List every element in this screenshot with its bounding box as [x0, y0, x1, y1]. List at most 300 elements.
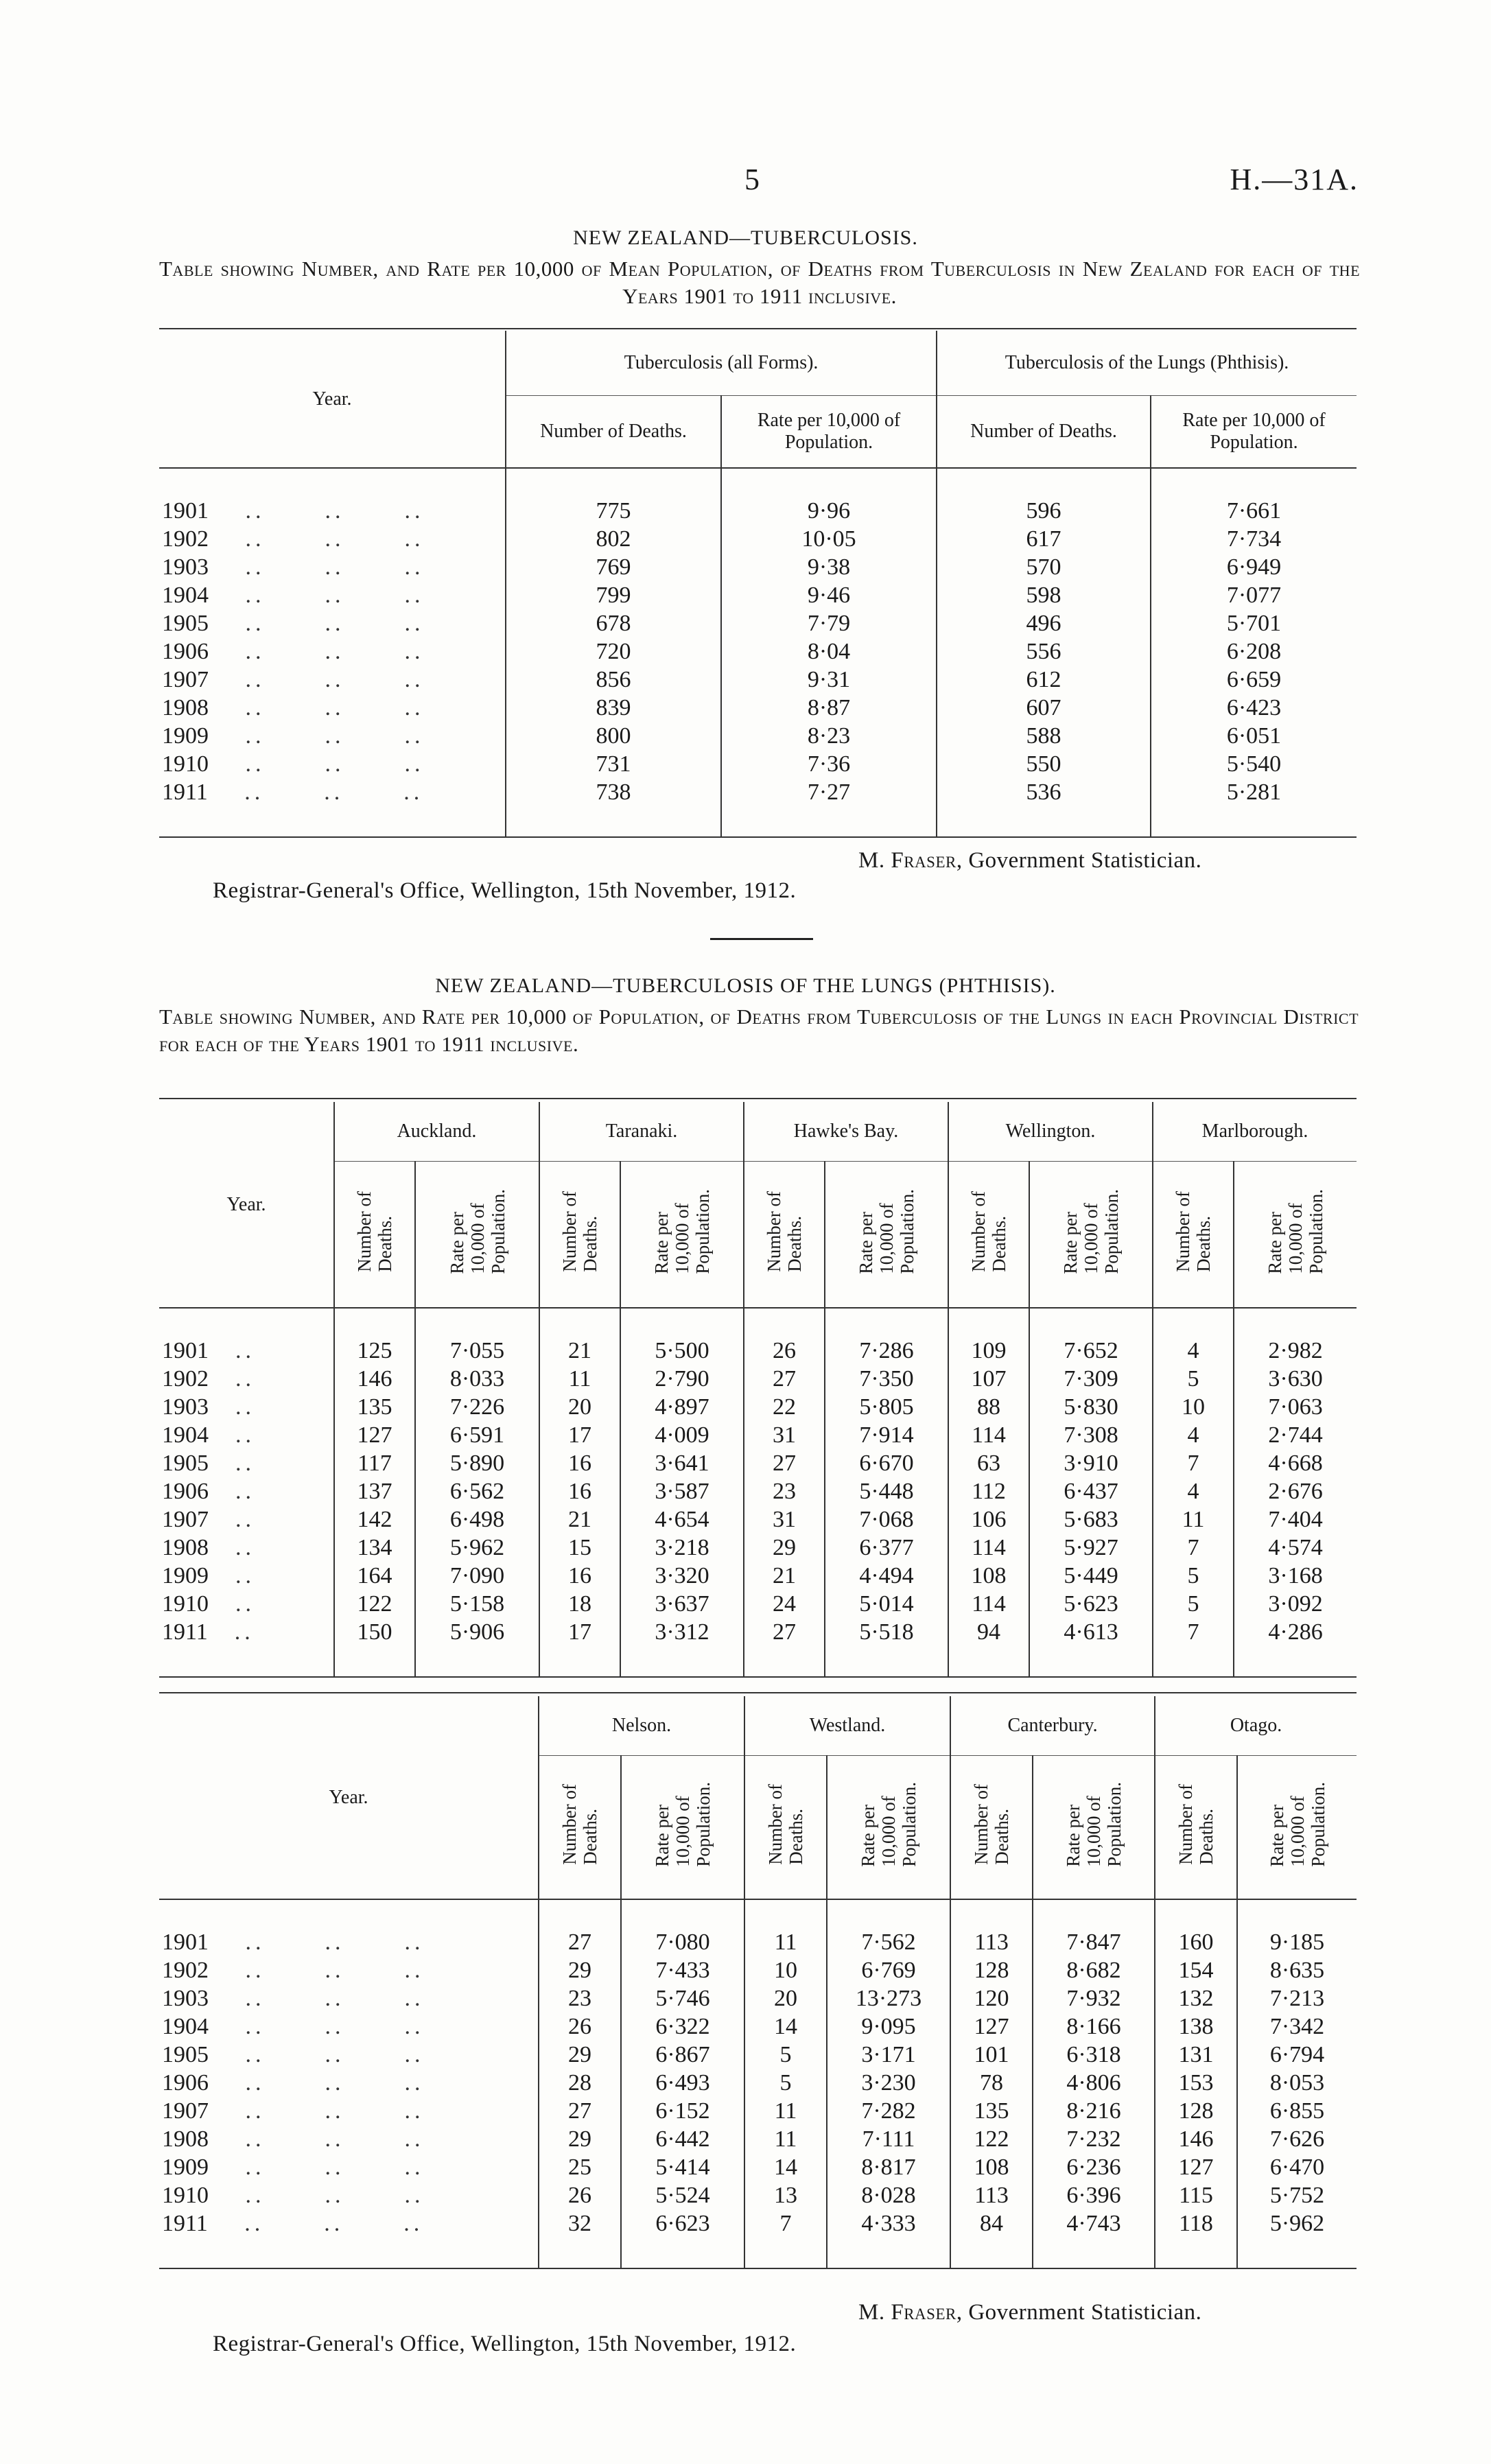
leader-dots: .. .. ..	[215, 526, 425, 552]
rate-cell: 2·982	[1234, 1337, 1357, 1365]
table3-phthisis-districts-b	[159, 1696, 1357, 2271]
deaths-cell: 128	[1155, 2097, 1237, 2125]
year-cell: 1910 .. .. ..	[162, 751, 425, 777]
rate-cell: 6·377	[825, 1534, 948, 1562]
deaths-all-cell: 775	[506, 497, 721, 525]
rate-cell: 4·654	[620, 1505, 744, 1534]
deaths-cell: 14	[744, 2153, 827, 2181]
district-header: Westland.	[744, 1696, 950, 1755]
rate-cell: 8·817	[827, 2153, 950, 2181]
table-row	[159, 1984, 1357, 2013]
deaths-lungs-cell: 496	[937, 609, 1151, 637]
leader-dots: .. .. ..	[215, 611, 425, 636]
leader-dots: ..	[215, 1563, 255, 1588]
year-cell: 1910 .. .. ..	[162, 2183, 425, 2208]
leader-dots: .. .. ..	[215, 1929, 425, 1955]
table-row	[159, 666, 1357, 694]
group-header-all-forms: Tuberculosis (all Forms).	[506, 331, 937, 395]
rate-lungs-cell: 5·701	[1151, 609, 1357, 637]
year-cell: 1907 .. .. ..	[162, 667, 425, 692]
deaths-cell: 5	[1153, 1590, 1234, 1618]
deaths-all-cell: 799	[506, 581, 721, 609]
leader-dots: .. .. ..	[215, 695, 425, 720]
rate-cell: 6·867	[621, 2041, 744, 2069]
col-header-rate: Rate per 10,000 of Population.	[621, 1755, 744, 1899]
deaths-cell: 7	[744, 2209, 827, 2238]
deaths-cell: 7	[1153, 1534, 1234, 1562]
deaths-cell: 164	[334, 1562, 415, 1590]
deaths-cell: 114	[948, 1421, 1029, 1449]
year-cell: 1906 ..	[162, 1479, 255, 1504]
rate-cell: 7·404	[1234, 1505, 1357, 1534]
table-row	[159, 609, 1357, 637]
table-row	[159, 1477, 1357, 1505]
rate-cell: 6·670	[825, 1449, 948, 1477]
rate-all-cell: 7·27	[721, 778, 937, 806]
table-row	[159, 525, 1357, 553]
page-header	[0, 162, 1491, 203]
rate-cell: 7·080	[621, 1928, 744, 1956]
rate-lungs-cell: 7·077	[1151, 581, 1357, 609]
table-row	[159, 722, 1357, 750]
rate-lungs-cell: 6·051	[1151, 722, 1357, 750]
table-row	[159, 1421, 1357, 1449]
district-header: Wellington.	[948, 1102, 1153, 1161]
rate-lungs-cell: 7·734	[1151, 525, 1357, 553]
deaths-cell: 117	[334, 1449, 415, 1477]
rate-cell: 3·092	[1234, 1590, 1357, 1618]
deaths-cell: 10	[1153, 1393, 1234, 1421]
year-cell: 1906 .. .. ..	[162, 639, 425, 664]
col-header-rate: Rate per 10,000 of Population.	[415, 1161, 539, 1308]
deaths-cell: 113	[950, 1928, 1033, 1956]
rate-cell: 6·794	[1237, 2041, 1357, 2069]
year-cell: 1908 .. .. ..	[162, 2126, 425, 2152]
table-row	[159, 2125, 1357, 2153]
leader-dots: .. .. ..	[215, 2155, 425, 2180]
deaths-lungs-cell: 588	[937, 722, 1151, 750]
deaths-cell: 20	[744, 1984, 827, 2013]
deaths-cell: 122	[334, 1590, 415, 1618]
rate-lungs-cell: 6·949	[1151, 553, 1357, 581]
col-header-deaths: Number of Deaths.	[506, 395, 721, 468]
table-row	[159, 694, 1357, 722]
deaths-cell: 120	[950, 1984, 1033, 2013]
col-header-deaths: Number of Deaths.	[539, 1161, 620, 1308]
rate-cell: 5·623	[1029, 1590, 1153, 1618]
rate-cell: 4·494	[825, 1562, 948, 1590]
section-divider	[710, 938, 813, 940]
deaths-cell: 31	[744, 1421, 825, 1449]
deaths-cell: 146	[334, 1365, 415, 1393]
table3-office: Registrar-General's Office, Wellington, 15th November, 1912.	[213, 2332, 797, 2356]
rate-cell: 5·518	[825, 1618, 948, 1646]
deaths-cell: 21	[539, 1505, 620, 1534]
deaths-lungs-cell: 612	[937, 666, 1151, 694]
year-cell: 1911 ..	[162, 1619, 255, 1645]
table1-office: Registrar-General's Office, Wellington, 15th November, 1912.	[213, 878, 797, 903]
rate-cell: 7·213	[1237, 1984, 1357, 2013]
deaths-cell: 14	[744, 2013, 827, 2041]
leader-dots: .. .. ..	[215, 2098, 425, 2124]
leader-dots: .. .. ..	[215, 1986, 425, 2011]
col-header-rate: Rate per 10,000 of Population.	[721, 395, 937, 468]
page-number: 5	[744, 163, 760, 196]
deaths-cell: 154	[1155, 1956, 1237, 1984]
deaths-cell: 17	[539, 1618, 620, 1646]
table-row	[159, 1618, 1357, 1646]
year-cell: 1903 .. .. ..	[162, 1986, 425, 2011]
col-header-deaths: Number of Deaths.	[539, 1755, 621, 1899]
district-header: Hawke's Bay.	[744, 1102, 948, 1161]
rate-cell: 7·063	[1234, 1393, 1357, 1421]
deaths-cell: 88	[948, 1393, 1029, 1421]
district-header: Otago.	[1155, 1696, 1357, 1755]
leader-dots: ..	[215, 1394, 255, 1420]
deaths-cell: 29	[744, 1534, 825, 1562]
col-header-rate: Rate per 10,000 of Population.	[1237, 1755, 1357, 1899]
year-cell: 1908 .. .. ..	[162, 695, 425, 720]
table-row	[159, 2013, 1357, 2041]
year-cell: 1905 .. .. ..	[162, 2042, 425, 2067]
deaths-cell: 24	[744, 1590, 825, 1618]
table-row	[159, 2153, 1357, 2181]
deaths-cell: 26	[539, 2181, 621, 2209]
rate-cell: 4·743	[1033, 2209, 1155, 2238]
col-header-deaths: Number of Deaths.	[1153, 1161, 1234, 1308]
rate-lungs-cell: 5·540	[1151, 750, 1357, 778]
rate-cell: 2·744	[1234, 1421, 1357, 1449]
deaths-cell: 112	[948, 1477, 1029, 1505]
deaths-cell: 135	[950, 2097, 1033, 2125]
rate-cell: 13·273	[827, 1984, 950, 2013]
col-header-rate: Rate per 10,000 of Population.	[1151, 395, 1357, 468]
deaths-cell: 27	[744, 1449, 825, 1477]
deaths-cell: 4	[1153, 1337, 1234, 1365]
year-cell: 1904 ..	[162, 1422, 255, 1448]
rate-cell: 5·683	[1029, 1505, 1153, 1534]
deaths-cell: 134	[334, 1534, 415, 1562]
year-cell: 1901 ..	[162, 1338, 255, 1363]
deaths-cell: 27	[744, 1618, 825, 1646]
deaths-cell: 22	[744, 1393, 825, 1421]
leader-dots: ..	[215, 1479, 255, 1504]
table-row	[159, 1449, 1357, 1477]
rate-cell: 7·232	[1033, 2125, 1155, 2153]
deaths-cell: 94	[948, 1618, 1029, 1646]
col-header-deaths: Number of Deaths.	[950, 1755, 1033, 1899]
table-row	[159, 637, 1357, 666]
rate-cell: 7·282	[827, 2097, 950, 2125]
leader-dots: ..	[215, 1507, 255, 1532]
deaths-cell: 11	[539, 1365, 620, 1393]
deaths-cell: 10	[744, 1956, 827, 1984]
rate-lungs-cell: 7·661	[1151, 497, 1357, 525]
rate-cell: 5·830	[1029, 1393, 1153, 1421]
table-row	[159, 2181, 1357, 2209]
col-header-deaths: Number of Deaths.	[1155, 1755, 1237, 1899]
rate-cell: 3·637	[620, 1590, 744, 1618]
leader-dots: ..	[215, 1451, 255, 1476]
leader-dots: ..	[215, 1591, 255, 1617]
deaths-cell: 29	[539, 2041, 621, 2069]
deaths-cell: 128	[950, 1956, 1033, 1984]
deaths-cell: 108	[950, 2153, 1033, 2181]
rate-lungs-cell: 6·208	[1151, 637, 1357, 666]
rate-cell: 9·185	[1237, 1928, 1357, 1956]
rate-cell: 3·218	[620, 1534, 744, 1562]
table-row	[159, 1534, 1357, 1562]
table-row	[159, 1562, 1357, 1590]
deaths-cell: 26	[539, 2013, 621, 2041]
rate-cell: 5·524	[621, 2181, 744, 2209]
table-row	[159, 2041, 1357, 2069]
rate-cell: 5·805	[825, 1393, 948, 1421]
rate-cell: 6·623	[621, 2209, 744, 2238]
deaths-cell: 4	[1153, 1477, 1234, 1505]
deaths-lungs-cell: 607	[937, 694, 1151, 722]
rate-cell: 5·158	[415, 1590, 539, 1618]
rate-cell: 4·009	[620, 1421, 744, 1449]
deaths-cell: 125	[334, 1337, 415, 1365]
year-cell: 1905 .. .. ..	[162, 611, 425, 636]
rate-cell: 7·308	[1029, 1421, 1153, 1449]
rate-cell: 8·216	[1033, 2097, 1155, 2125]
deaths-cell: 28	[539, 2069, 621, 2097]
table1-title: NEW ZEALAND—TUBERCULOSIS.	[573, 226, 918, 249]
rate-all-cell: 9·96	[721, 497, 937, 525]
table-row	[159, 750, 1357, 778]
deaths-cell: 137	[334, 1477, 415, 1505]
rate-cell: 4·286	[1234, 1618, 1357, 1646]
deaths-lungs-cell: 536	[937, 778, 1151, 806]
rate-cell: 4·806	[1033, 2069, 1155, 2097]
col-header-rate: Rate per 10,000 of Population.	[1033, 1755, 1155, 1899]
deaths-cell: 27	[539, 2097, 621, 2125]
deaths-cell: 5	[744, 2069, 827, 2097]
rate-cell: 5·414	[621, 2153, 744, 2181]
rate-all-cell: 7·79	[721, 609, 937, 637]
deaths-all-cell: 769	[506, 553, 721, 581]
deaths-cell: 106	[948, 1505, 1029, 1534]
deaths-cell: 16	[539, 1449, 620, 1477]
rate-cell: 8·028	[827, 2181, 950, 2209]
rate-cell: 7·286	[825, 1337, 948, 1365]
rate-cell: 3·171	[827, 2041, 950, 2069]
rate-cell: 6·318	[1033, 2041, 1155, 2069]
deaths-cell: 5	[744, 2041, 827, 2069]
year-cell: 1906 .. .. ..	[162, 2070, 425, 2096]
deaths-cell: 146	[1155, 2125, 1237, 2153]
deaths-cell: 107	[948, 1365, 1029, 1393]
rate-cell: 6·437	[1029, 1477, 1153, 1505]
leader-dots: .. .. ..	[215, 1958, 425, 1983]
rate-all-cell: 8·23	[721, 722, 937, 750]
col-header-rate: Rate per 10,000 of Population.	[825, 1161, 948, 1308]
table1-description: Table showing Number, and Rate per 10,000 of Mean Population, of Deaths from Tuberculosis in New Zealand for each of the Years 1901 to 1911 inclusive.	[159, 257, 1361, 308]
deaths-cell: 20	[539, 1393, 620, 1421]
deaths-cell: 114	[948, 1590, 1029, 1618]
table-row	[159, 1393, 1357, 1421]
deaths-cell: 114	[948, 1534, 1029, 1562]
deaths-all-cell: 720	[506, 637, 721, 666]
deaths-cell: 113	[950, 2181, 1033, 2209]
rate-cell: 5·962	[415, 1534, 539, 1562]
table-row	[159, 581, 1357, 609]
table-row	[159, 1337, 1357, 1365]
rate-cell: 8·166	[1033, 2013, 1155, 2041]
rate-cell: 4·333	[827, 2209, 950, 2238]
table2-title: NEW ZEALAND—TUBERCULOSIS OF THE LUNGS (PHTHISIS).	[435, 974, 1056, 997]
table2-description: Table showing Number, and Rate per 10,000 of Population, of Deaths from Tuberculosis of the Lungs in each Provincial District for each of the Years 1901 to 1911 inclusive.	[159, 1005, 1359, 1056]
deaths-cell: 115	[1155, 2181, 1237, 2209]
deaths-cell: 32	[539, 2209, 621, 2238]
rate-cell: 6·396	[1033, 2181, 1155, 2209]
table-row	[159, 553, 1357, 581]
deaths-cell: 150	[334, 1618, 415, 1646]
rate-cell: 5·752	[1237, 2181, 1357, 2209]
district-header: Taranaki.	[539, 1102, 744, 1161]
district-header: Auckland.	[334, 1102, 539, 1161]
deaths-cell: 78	[950, 2069, 1033, 2097]
rate-cell: 7·562	[827, 1928, 950, 1956]
year-header: Year.	[159, 1102, 334, 1308]
year-cell: 1902 .. .. ..	[162, 1958, 425, 1983]
deaths-all-cell: 738	[506, 778, 721, 806]
year-cell: 1909 ..	[162, 1563, 255, 1588]
year-cell: 1904 .. .. ..	[162, 583, 425, 608]
rate-cell: 6·236	[1033, 2153, 1155, 2181]
rate-cell: 3·910	[1029, 1449, 1153, 1477]
rate-cell: 7·090	[415, 1562, 539, 1590]
table-row	[159, 1365, 1357, 1393]
rate-cell: 5·500	[620, 1337, 744, 1365]
leader-dots: .. .. ..	[215, 723, 425, 749]
page-reference: H.—31A.	[1230, 163, 1359, 196]
table-row	[159, 2069, 1357, 2097]
rate-cell: 7·847	[1033, 1928, 1155, 1956]
year-cell: 1905 ..	[162, 1451, 255, 1476]
deaths-cell: 26	[744, 1337, 825, 1365]
rate-cell: 9·095	[827, 2013, 950, 2041]
year-cell: 1908 ..	[162, 1535, 255, 1560]
leader-dots: .. .. ..	[215, 2070, 425, 2096]
rate-cell: 4·897	[620, 1393, 744, 1421]
leader-dots: .. .. ..	[215, 2042, 425, 2067]
leader-dots: ..	[215, 1338, 255, 1363]
rate-cell: 6·152	[621, 2097, 744, 2125]
year-cell: 1903 ..	[162, 1394, 255, 1420]
leader-dots: ..	[215, 1366, 255, 1392]
deaths-cell: 127	[1155, 2153, 1237, 2181]
rate-all-cell: 8·87	[721, 694, 937, 722]
rate-all-cell: 9·38	[721, 553, 937, 581]
rate-cell: 7·932	[1033, 1984, 1155, 2013]
deaths-cell: 23	[744, 1477, 825, 1505]
group-header-lungs: Tuberculosis of the Lungs (Phthisis).	[937, 331, 1357, 395]
rate-all-cell: 10·05	[721, 525, 937, 553]
leader-dots: .. .. ..	[215, 2183, 425, 2208]
year-cell: 1903 .. .. ..	[162, 554, 425, 580]
deaths-cell: 127	[950, 2013, 1033, 2041]
district-header: Canterbury.	[950, 1696, 1155, 1755]
deaths-cell: 18	[539, 1590, 620, 1618]
rate-cell: 4·668	[1234, 1449, 1357, 1477]
deaths-cell: 31	[744, 1505, 825, 1534]
leader-dots: .. .. ..	[215, 583, 425, 608]
deaths-all-cell: 839	[506, 694, 721, 722]
leader-dots: ..	[215, 1535, 255, 1560]
rate-cell: 7·342	[1237, 2013, 1357, 2041]
deaths-cell: 5	[1153, 1562, 1234, 1590]
rate-cell: 2·790	[620, 1365, 744, 1393]
rate-cell: 3·312	[620, 1618, 744, 1646]
leader-dots: .. .. ..	[215, 554, 425, 580]
deaths-all-cell: 802	[506, 525, 721, 553]
rate-cell: 8·033	[415, 1365, 539, 1393]
deaths-cell: 27	[539, 1928, 621, 1956]
leader-dots: .. .. ..	[215, 639, 425, 664]
leader-dots: .. .. ..	[215, 2126, 425, 2152]
deaths-lungs-cell: 598	[937, 581, 1151, 609]
deaths-cell: 63	[948, 1449, 1029, 1477]
deaths-cell: 15	[539, 1534, 620, 1562]
leader-dots: .. .. ..	[215, 498, 425, 524]
col-header-deaths: Number of Deaths.	[744, 1755, 827, 1899]
rate-cell: 3·168	[1234, 1562, 1357, 1590]
rate-cell: 7·309	[1029, 1365, 1153, 1393]
deaths-all-cell: 800	[506, 722, 721, 750]
rate-cell: 4·613	[1029, 1618, 1153, 1646]
deaths-cell: 11	[744, 1928, 827, 1956]
table-row	[159, 1505, 1357, 1534]
table3-signature: M. Fraser, Government Statistician.	[858, 2300, 1202, 2325]
deaths-lungs-cell: 596	[937, 497, 1151, 525]
leader-dots: .. .. ..	[215, 667, 425, 692]
year-cell: 1910 ..	[162, 1591, 255, 1617]
rate-cell: 5·962	[1237, 2209, 1357, 2238]
year-cell: 1901 .. .. ..	[162, 1929, 425, 1955]
deaths-all-cell: 678	[506, 609, 721, 637]
deaths-lungs-cell: 570	[937, 553, 1151, 581]
deaths-all-cell: 856	[506, 666, 721, 694]
deaths-cell: 21	[539, 1337, 620, 1365]
leader-dots: ..	[215, 1422, 255, 1448]
rate-cell: 3·320	[620, 1562, 744, 1590]
rate-cell: 6·470	[1237, 2153, 1357, 2181]
rate-all-cell: 9·46	[721, 581, 937, 609]
rate-cell: 7·914	[825, 1421, 948, 1449]
table-row	[159, 1928, 1357, 1956]
rate-cell: 8·682	[1033, 1956, 1155, 1984]
rate-cell: 6·855	[1237, 2097, 1357, 2125]
deaths-cell: 29	[539, 2125, 621, 2153]
deaths-cell: 84	[950, 2209, 1033, 2238]
deaths-cell: 101	[950, 2041, 1033, 2069]
table1-tuberculosis-all	[159, 331, 1357, 839]
year-cell: 1902 .. .. ..	[162, 526, 425, 552]
leader-dots: .. .. ..	[214, 2211, 424, 2236]
rate-cell: 7·652	[1029, 1337, 1153, 1365]
col-header-rate: Rate per 10,000 of Population.	[827, 1755, 950, 1899]
rate-cell: 3·230	[827, 2069, 950, 2097]
table1-signature: M. Fraser, Government Statistician.	[858, 848, 1202, 873]
rate-cell: 5·890	[415, 1449, 539, 1477]
year-cell: 1911 .. .. ..	[162, 2211, 424, 2236]
deaths-cell: 11	[1153, 1505, 1234, 1534]
col-header-rate: Rate per 10,000 of Population.	[1234, 1161, 1357, 1308]
year-cell: 1907 .. .. ..	[162, 2098, 425, 2124]
